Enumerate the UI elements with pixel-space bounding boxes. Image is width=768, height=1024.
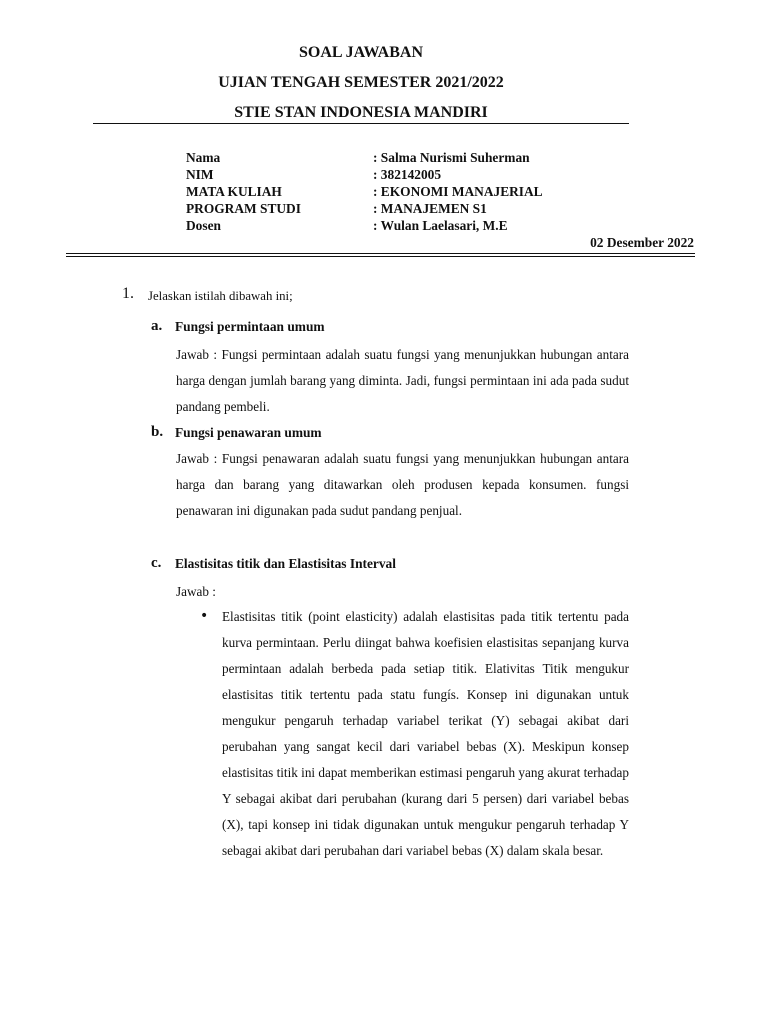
info-label: NIM bbox=[186, 167, 214, 182]
item-c-answer-label: Jawab : bbox=[176, 584, 216, 599]
item-a-answer: Jawab : Fungsi permintaan adalah suatu fungsi yang menunjukkan hubungan antara harga dengan jumlah barang yang diminta. Jadi, fungsi permintaan ini ada pada sudut pandang pembeli. bbox=[176, 347, 629, 414]
info-row-nim bbox=[186, 167, 442, 183]
info-value: : Wulan Laelasari, M.E bbox=[373, 218, 508, 233]
info-row-mata-kuliah bbox=[186, 184, 543, 200]
document-title: SOAL JAWABAN bbox=[298, 44, 424, 61]
header-rule bbox=[93, 123, 629, 124]
bullet-icon: • bbox=[200, 608, 209, 624]
item-c-title: Elastisitas titik dan Elastisitas Interval bbox=[175, 556, 396, 571]
document-date: 02 Desember 2022 bbox=[590, 235, 694, 250]
item-a-letter: a. bbox=[151, 318, 163, 334]
item-b-answer: Jawab : Fungsi penawaran adalah suatu fungsi yang menunjukkan hubungan antara harga dan barang yang ditawarkan oleh produsen kepada konsumen. fungsi penawaran ini digunakan pada sudut pandang penjual. bbox=[176, 451, 629, 518]
item-b-letter: b. bbox=[151, 424, 164, 440]
info-label: MATA KULIAH bbox=[186, 184, 282, 199]
info-label: Dosen bbox=[186, 218, 221, 233]
exam-title: UJIAN TENGAH SEMESTER 2021/2022 bbox=[218, 74, 504, 91]
double-rule bbox=[66, 253, 695, 257]
info-row-dosen bbox=[186, 218, 508, 234]
item-b-title: Fungsi penawaran umum bbox=[175, 425, 322, 440]
item-a-title: Fungsi permintaan umum bbox=[175, 319, 325, 334]
item-c-letter: c. bbox=[151, 555, 162, 571]
item-c-bullet-text: Elastisitas titik (point elasticity) adalah elastisitas pada titik tertentu pada kurva permintaan. Perlu diingat bahwa koefisien elastisitas sepanjang kurva permintaan adalah berbeda pada setiap titik. Elativitas Titik mengukur elastisitas titik tertentu pada statu fungís. Konsep ini digunakan untuk mengukur pengaruh terhadap variabel terikat (Y) sebagai akibat dari perubahan yang sangat kecil dari variabel bebas (X). Meskipun konsep elastisitas titik ini dapat memberikan estimasi pengaruh yang akurat terhadap Y sebagai akibat dari perubahan (kurang dari 5 persen) dari variabel bebas (X), tapi konsep ini tidak digunakan untuk mengukur pengaruh terhadap Y sebagai akibat dari perubahan dari variabel bebas (X) dalam skala besar. bbox=[222, 609, 629, 858]
info-row-nama bbox=[186, 150, 530, 166]
info-value: : 382142005 bbox=[373, 167, 442, 182]
info-value: : Salma Nurismi Suherman bbox=[373, 150, 530, 165]
info-label: PROGRAM STUDI bbox=[186, 201, 301, 216]
question-text: Jelaskan istilah dibawah ini; bbox=[148, 289, 293, 303]
institution-name: STIE STAN INDONESIA MANDIRI bbox=[234, 104, 488, 121]
info-value: : MANAJEMEN S1 bbox=[373, 201, 487, 216]
question-number: 1. bbox=[122, 285, 134, 302]
info-row-program-studi bbox=[186, 201, 487, 217]
info-label: Nama bbox=[186, 150, 221, 165]
info-value: : EKONOMI MANAJERIAL bbox=[373, 184, 543, 199]
